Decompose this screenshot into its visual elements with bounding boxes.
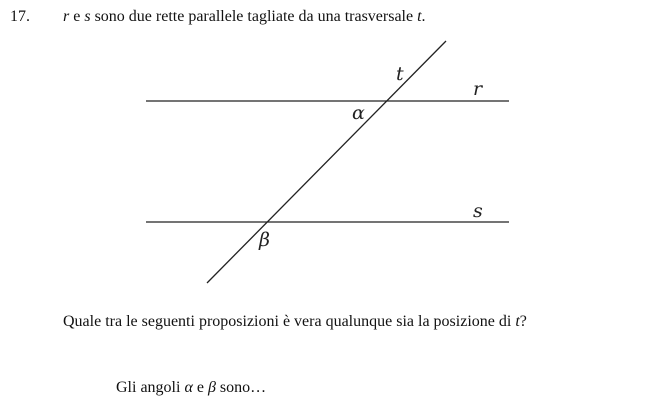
statement-end: . bbox=[421, 8, 426, 25]
statement-conj: e bbox=[69, 8, 85, 25]
question-text bbox=[63, 313, 527, 331]
prompt-beta: β bbox=[207, 379, 216, 396]
label-s: s bbox=[473, 200, 483, 222]
answer-prompt bbox=[116, 379, 266, 397]
prompt-alpha: α bbox=[184, 379, 193, 396]
label-alpha: α bbox=[352, 102, 365, 124]
statement-text: sono due rette parallele tagliate da una trasversale bbox=[90, 8, 418, 25]
question-body: Quale tra le seguenti proposizioni è vera qualunque sia la posizione di bbox=[63, 313, 516, 330]
var-s: s bbox=[84, 8, 91, 25]
transversal-t bbox=[207, 41, 446, 283]
prompt-end: sono… bbox=[215, 379, 267, 396]
var-t: t bbox=[417, 8, 422, 25]
label-t: t bbox=[396, 63, 404, 85]
question-end: ? bbox=[519, 313, 527, 330]
label-r: r bbox=[473, 78, 483, 100]
question-var-t: t bbox=[515, 313, 520, 330]
prompt-start: Gli angoli bbox=[116, 379, 185, 396]
exercise-number: 17. bbox=[10, 8, 30, 25]
var-r: r bbox=[63, 8, 70, 25]
label-beta: β bbox=[259, 229, 270, 251]
prompt-conj: e bbox=[192, 379, 208, 396]
